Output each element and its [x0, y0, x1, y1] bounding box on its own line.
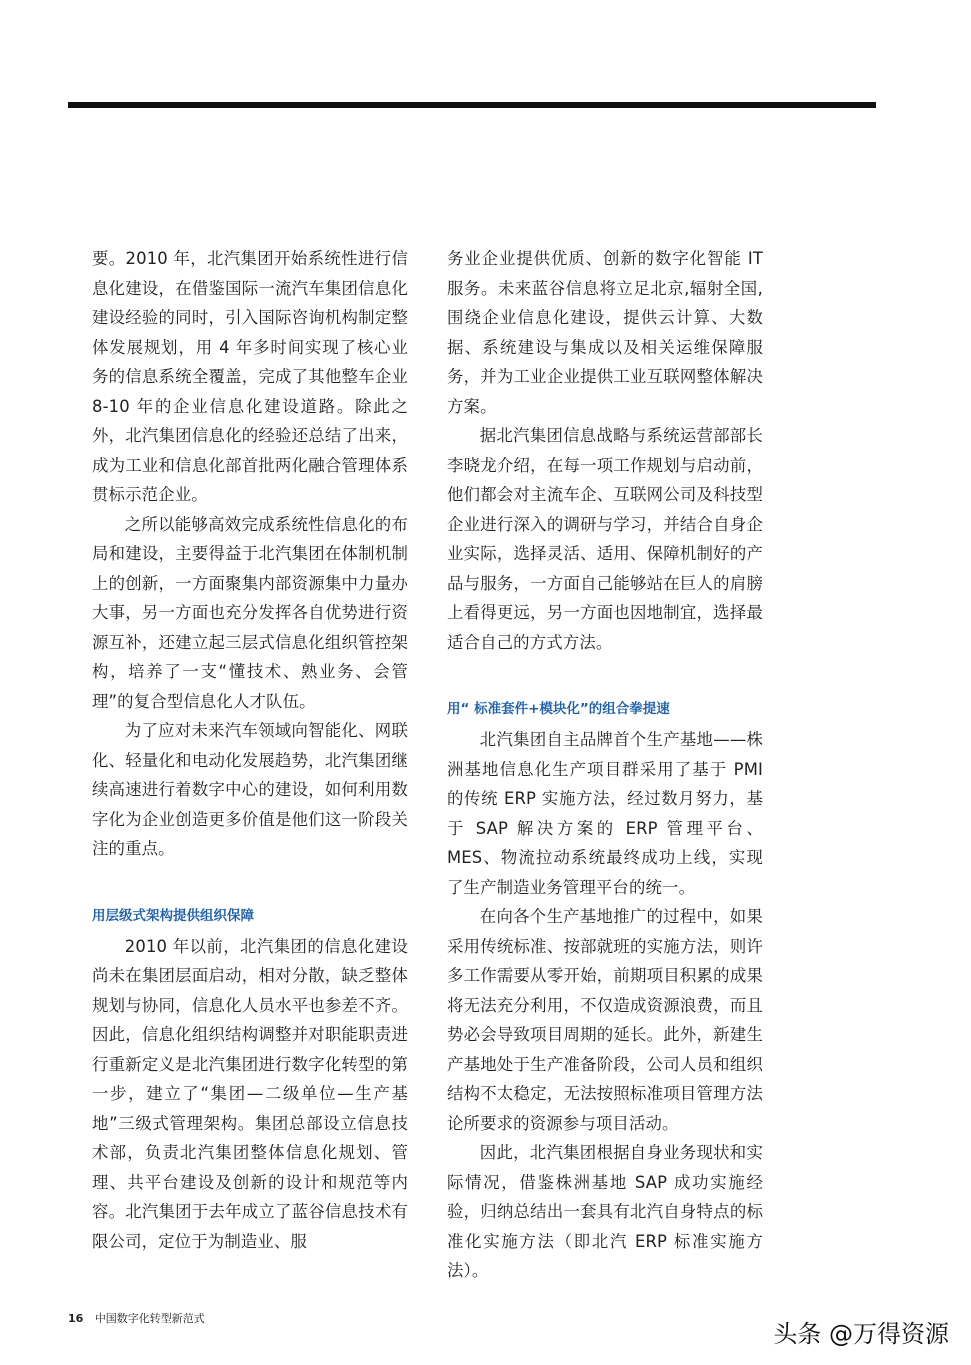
paragraph: 在向各个生产基地推广的过程中，如果采用传统标准、按部就班的实施方法，则许多工作需要从零开始，前期项目积累的成果将无法充分利用，不仅造成资源浪费，而且势必会导致项目周期的延长。此外，新建生产基地处于生产准备阶段，公司人员和组织结构不太稳定，无法按照标准项目管理方法论所要求的资源参与项目活动。	[447, 907, 763, 1133]
page-footer	[68, 1310, 205, 1326]
paragraph: 要。2010 年，北汽集团开始系统性进行信息化建设，在借鉴国际一流汽车集团信息化建设经验的同时，引入国际咨询机构制定整体发展规划，用 4 年多时间实现了核心业务的信息系统全覆盖，完成了其他整车企业 8-10 年的企业信息化建设道路。除此之外，北汽集团信息化的经验还总结了出来，成为工业和信息化部首批两化融合管理体系贯标示范企业。	[92, 249, 408, 504]
paragraph: 2010 年以前，北汽集团的信息化建设尚未在集团层面启动，相对分散，缺乏整体规划与协同，信息化人员水平也参差不齐。因此，信息化组织结构调整并对职能职责进行重新定义是北汽集团进行数字化转型的第一步，建立了“集团—二级单位—生产基地”三级式管理架构。集团总部设立信息技术部，负责北汽集团整体信息化规划、管理、共平台建设及创新的设计和规范等内容。北汽集团于去年成立了蓝谷信息技术有限公司，定位于为制造业、服	[92, 936, 408, 1251]
watermark: 头条 @万得资源	[773, 1320, 949, 1348]
paragraph: 据北汽集团信息战略与系统运营部部长李晓龙介绍，在每一项工作规划与启动前，他们都会对主流车企、互联网公司及科技型企业进行深入的调研与学习，并结合自身企业实际，选择灵活、适用、保障机制好的产品与服务，一方面自己能够站在巨人的肩膀上看得更远，另一方面也因地制宜，选择最适合自己的方式方法。	[447, 426, 763, 652]
top-rule	[68, 102, 876, 108]
section-heading: 用层级式架构提供组织保障	[92, 907, 254, 924]
paragraph: 因此，北汽集团根据自身业务现状和实际情况，借鉴株洲基地 SAP 成功实施经验，归纳总结出一套具有北汽自身特点的标准化实施方法（即北汽 ERP 标准实施方法）。	[447, 1143, 763, 1280]
page-number: 16	[68, 1312, 84, 1325]
right-column	[447, 244, 763, 1286]
publication-title: 中国数字化转型新范式	[94, 1312, 205, 1325]
section-heading: 用“ 标准套件+模块化”的组合拳提速	[447, 701, 670, 717]
paragraph: 为了应对未来汽车领域向智能化、网联化、轻量化和电动化发展趋势，北汽集团继续高速进行着数字中心的建设，如何利用数字化为企业创造更多价值是他们这一阶段关注的重点。	[92, 721, 408, 858]
paragraph: 北汽集团自主品牌首个生产基地——株洲基地信息化生产项目群采用了基于 PMI 的传统 ERP 实施方法，经过数月努力，基于 SAP 解决方案的 ERP 管理平台、MES、物流拉动系统最终成功上线，实现了生产制造业务管理平台的统一。	[447, 730, 763, 897]
paragraph: 务业企业提供优质、创新的数字化智能 IT 服务。未来蓝谷信息将立足北京,辐射全国,围绕企业信息化建设，提供云计算、大数据、系统建设与集成以及相关运维保障服务，并为工业企业提供工业互联网整体解决方案。	[447, 249, 763, 416]
paragraph: 之所以能够高效完成系统性信息化的布局和建设，主要得益于北汽集团在体制机制上的创新，一方面聚集内部资源集中力量办大事，另一方面也充分发挥各自优势进行资源互补，还建立起三层式信息化组织管控架构，培养了一支“懂技术、熟业务、会管理”的复合型信息化人才队伍。	[92, 514, 408, 711]
left-column	[92, 244, 408, 1256]
